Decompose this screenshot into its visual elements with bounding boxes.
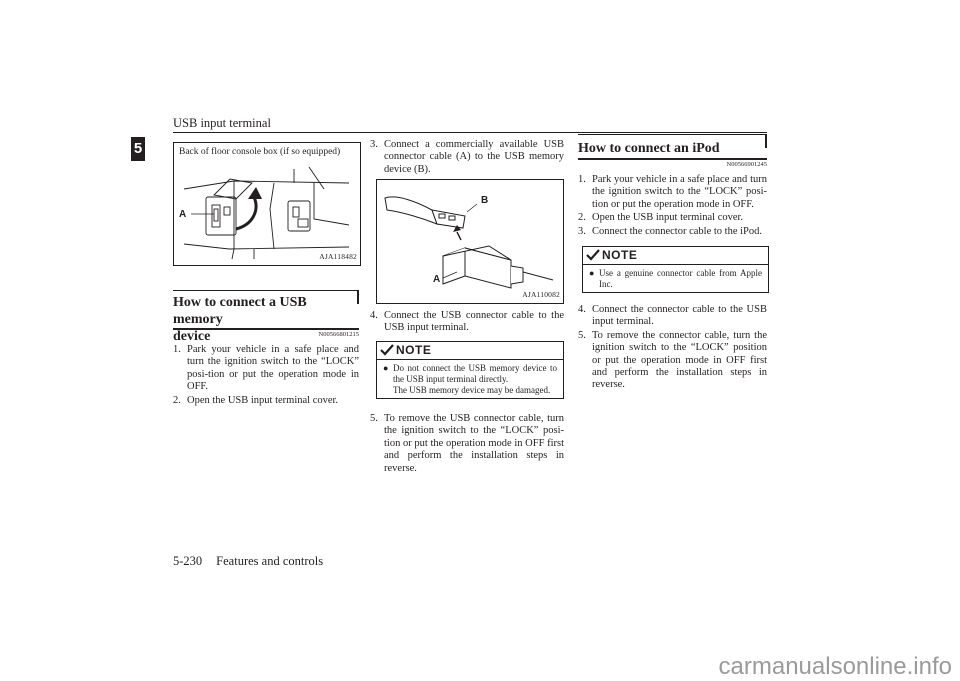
chapter-tab: 5 bbox=[131, 137, 145, 161]
usb-heading-rule-bottom bbox=[173, 328, 359, 330]
figure-usb-cable bbox=[376, 179, 564, 304]
ipod-heading-tick bbox=[765, 134, 767, 148]
figure-caption: Back of floor console box (if so equipped) bbox=[179, 147, 341, 157]
list-item: 3. Connect the connector cable to the iPod. bbox=[578, 225, 762, 237]
ipod-ref-code: N00566901245 bbox=[726, 161, 767, 168]
list-item: 2. Open the USB input terminal cover. bbox=[173, 394, 339, 406]
note-check-icon bbox=[586, 249, 600, 261]
note-body bbox=[377, 360, 563, 401]
usb-ref-code: N00566801215 bbox=[318, 331, 359, 338]
ipod-note-box bbox=[582, 246, 769, 293]
usb-cable-illustration bbox=[377, 180, 563, 303]
note-text-line1: Do not connect the USB memory device to the USB input terminal directly. bbox=[393, 363, 557, 384]
note-body bbox=[583, 265, 768, 295]
list-item: 4. Connect the USB connector cable to the USB input terminal. bbox=[370, 310, 564, 334]
figure-code: AJA118482 bbox=[319, 252, 357, 261]
usb-steps-1 bbox=[173, 344, 359, 407]
usb-note-box bbox=[376, 341, 564, 399]
usb-heading-rule-top bbox=[173, 290, 359, 291]
ipod-heading-rule-top bbox=[578, 134, 767, 135]
note-text-line2: The USB memory device may be damaged. bbox=[393, 385, 551, 395]
note-header bbox=[583, 247, 768, 265]
watermark-text: carmanualsonline.info bbox=[718, 653, 952, 680]
footer-section: Features and controls bbox=[216, 554, 324, 568]
ipod-steps-2 bbox=[578, 304, 767, 392]
list-item: 2. Open the USB input terminal cover. bbox=[578, 212, 744, 224]
usb-steps-4 bbox=[370, 413, 564, 475]
page-footer bbox=[173, 554, 337, 569]
list-item: 1. Park your vehicle in a safe place and turn the ignition switch to the “LOCK” posi-tion or put the operation mode in OFF. bbox=[173, 344, 359, 393]
note-check-icon bbox=[380, 344, 394, 356]
note-text: Use a genuine connector cable from Apple Inc. bbox=[599, 268, 762, 289]
figure-label-a: A bbox=[179, 209, 187, 220]
list-item: 4. Connect the connector cable to the USB input terminal. bbox=[578, 304, 767, 328]
ipod-heading-rule-bottom bbox=[578, 158, 767, 160]
usb-steps-3 bbox=[370, 310, 564, 335]
usb-heading-line1: How to connect a USB memory bbox=[173, 295, 307, 327]
note-title: NOTE bbox=[396, 343, 432, 357]
list-item: 5. To remove the connector cable, turn the ignition switch to the “LOCK” position or put the operation mode in OFF first and perform the installation steps in reverse. bbox=[578, 329, 767, 391]
figure-console-box bbox=[173, 142, 361, 266]
ipod-steps-1 bbox=[578, 174, 767, 238]
header-rule bbox=[173, 132, 767, 133]
page-number: 5-230 bbox=[173, 554, 203, 568]
console-box-illustration bbox=[174, 159, 360, 265]
figure-code: AJA110082 bbox=[522, 290, 560, 299]
usb-heading-line2: device bbox=[173, 329, 211, 344]
list-item: 5. To remove the USB connector cable, turn the ignition switch to the “LOCK” posi-tion or put the operation mode in OFF first and perform the installation steps in reverse. bbox=[370, 413, 564, 474]
note-title: NOTE bbox=[602, 248, 638, 262]
note-header bbox=[377, 342, 563, 360]
usb-steps-2 bbox=[370, 139, 564, 176]
usb-heading-tick bbox=[357, 290, 359, 304]
bullet-icon: ● bbox=[589, 268, 595, 278]
bullet-icon: ● bbox=[383, 363, 389, 373]
list-item: 1. Park your vehicle in a safe place and turn the ignition switch to the “LOCK” posi-tion or put the operation mode in OFF. bbox=[578, 174, 767, 210]
figure-label-a: A bbox=[433, 274, 441, 285]
page-header-title: USB input terminal bbox=[173, 116, 271, 130]
figure-label-b: B bbox=[481, 195, 489, 206]
list-item: 3. Connect a commercially available USB connector cable (A) to the USB memory device (B). bbox=[370, 139, 564, 175]
ipod-section-heading: How to connect an iPod bbox=[578, 141, 720, 156]
